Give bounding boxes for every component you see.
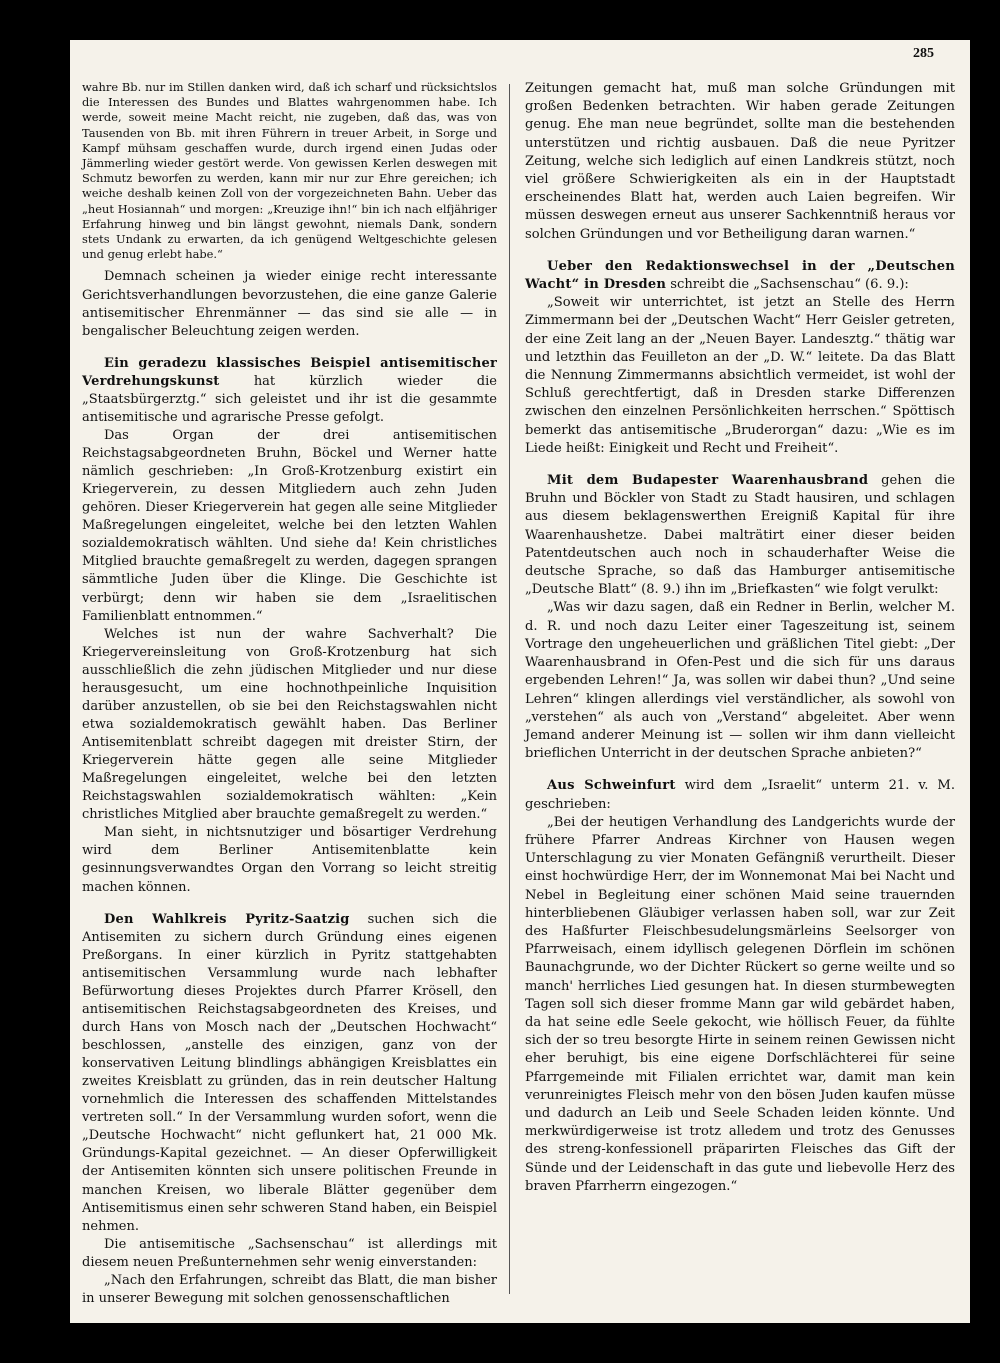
article-paragraph (525, 777, 955, 813)
article-lead: hat kürzlich wieder die „Staatsbürgerztg.“ sich geleistet und ihr ist die gesammte antisemitische und agrarische Presse gefolgt. (82, 373, 497, 425)
page-number: 285 (913, 46, 934, 61)
article-heading: Aus Schweinfurt (547, 778, 676, 794)
paragraph: „Bei der heutigen Verhandlung des Landgerichts wurde der frühere Pfarrer Andreas Kirchner von Hausen wegen Unterschlagung zu vier Monaten Gefängniß verurtheilt. Dieser einst hochwürdige Herr, der im Wonnemonat Mai bei Nacht und Nebel in Begleitung einer schönen Maid seine trauernden hinterbliebenen Gläubiger verlassen haben soll, war zur Zeit des Haßfurter Fleischbesudelungsmärleins Seelsorger von Pfarrweisach, einem idyllisch gelegenen Dörflein im schönen Baunachgrunde, wo der Dichter Rückert so gerne weilte und so manch' herrliches Lied gesungen hat. In diesen sturmbewegten Tagen soll sich dieser fromme Mann gar wild gebärdet haben, da hat seine edle Seele gekocht, wie höllisch Feuer, da fühlte sich der so treu besorgte Hirte in seinem reinen Gewissen nicht eher beruhigt, bis eine eigene Dorfschlächterei für seine Pfarrgemeinde mit Filialen errichtet war, damit man kein verunreinigtes Fleisch mehr von den bösen Juden kaufen müsse und dadurch an Leib und Seele Schaden leiden könnte. Und merkwürdigerweise ist trotz alledem und trotz des Genusses des streng-konfessionell präparirten Fleisches das Gift der Sünde und der Leidenschaft in das gute und liebevolle Herz des braven Pfarrherrn eingezogen.“ (525, 814, 955, 1194)
right-column (525, 80, 955, 1196)
paragraph: Welches ist nun der wahre Sachverhalt? Die Kriegervereinsleitung von Groß-Krotzenburg hat sich ausschließlich die zehn jüdischen Mitglieder und nur diese herausgesucht, um eine hochnothpeinliche Inquisition darüber anzustellen, ob sie bei den Reichstagswahlen nicht etwa sozialdemokratisch gewählt haben. Das Berliner Antisemitenblatt schreibt dagegen mit dreister Stirn, der Kriegerverein hätte gegen alle seine Mitglieder Maßregelungen eingeleitet, welche bei den letzten Reichstagswahlen sozialdemokratisch wählten: „Kein christliches Mitglied aber brauchte gemaßregelt zu werden.“ (82, 626, 497, 823)
article-lead: wird dem „Israelit“ unterm 21. v. M. geschrieben: (525, 778, 956, 812)
newspaper-page (70, 40, 970, 1323)
article-lead: gehen die Bruhn und Böckler von Stadt zu Stadt hausiren, und schlagen aus diesem beklagenswerthen Ereigniß Kapital für ihre Waarenhaushetze. Dabei malträtirt einer dieser beiden Patentdeutschen auch noch in schauderhafter Weise die deutsche Sprache, so daß das Hamburger antisemitische „Deutsche Blatt“ (8. 9.) ihn im „Briefkasten“ wie folgt verulkt: (525, 473, 955, 598)
paragraph: Zeitungen gemacht hat, muß man solche Gründungen mit großen Bedenken betrachten. Wir haben gerade Zeitungen genug. Ehe man neue begründet, sollte man die bestehenden unterstützen und richtig ausbauen. Daß die neue Pyritzer Zeitung, welche sich lediglich auf einen Landkreis stützt, noch viel größere Schwierigkeiten als ein in der Hauptstadt erscheinendes Blatt hat, werden auch Laien begreifen. Wir müssen deswegen erneut aus unserer Sachkenntniß heraus vor solchen Gründungen und vor Betheiligung daran warnen.“ (525, 81, 955, 242)
article-heading: Den Wahlkreis Pyritz-Saatzig (104, 911, 350, 927)
paragraph: „Nach den Erfahrungen, schreibt das Blatt, die man bisher in unserer Bewegung mit solchen genossenschaftlichen (82, 1272, 497, 1306)
article-heading: Ueber den Redaktionswechsel in der „Deutschen Wacht“ in Dresden (525, 258, 955, 293)
paragraph: „Was wir dazu sagen, daß ein Redner in Berlin, welcher M. d. R. und noch dazu Leiter einer Tageszeitung ist, seinem Vortrage den ungeheuerlichen und gräßlichen Titel giebt: „Der Waarenhausbrand in Ofen-Pest und die sich für uns daraus ergebenden Lehren!“ Ja, was sollen wir dabei thun? „Und seine Lehren“ klingen allerdings viel verständlicher, als sowohl von „verstehen“ als auch von „Verstand“ abgeleitet. Aber wenn Jemand anderer Meinung ist — sollen wir ihm dann vielleicht brieflichen Unterricht in der deutschen Sprache anbieten?“ (525, 600, 955, 762)
article-paragraph (82, 911, 497, 1236)
intro-quote: wahre Bb. nur im Stillen danken wird, daß ich scharf und rücksichtslos die Interessen des Bundes und Blattes wahrgenommen habe. Ich werde, soweit meine Macht reicht, nie zugeben, daß das, was von Tausenden von Bb. mit ihren Führern in treuer Arbeit, in Sorge und Kampf mühsam geschaffen wurde, durch irgend einen Judas oder Jämmerling wieder gestört werde. Von gewissen Kerlen deswegen mit Schmutz beworfen zu werden, kann mir nur zur Ehre gereichen; ich weiche deshalb keinen Zoll von der vorgezeichneten Bahn. Ueber das „heut Hosiannah“ und morgen: „Kreuzige ihn!“ bin ich nach elfjähriger Erfahrung hinweg und bin längst gewohnt, niemals Dank, sondern stets Undank zu erwarten, da ich genügend Weltgeschichte gelesen und genug erlebt habe.“ (82, 80, 497, 262)
left-column (82, 80, 497, 1308)
article-lead: schreibt die „Sachsenschau“ (6. 9.): (670, 277, 909, 293)
paragraph: „Soweit wir unterrichtet, ist jetzt an Stelle des Herrn Zimmermann bei der „Deutschen Wacht“ Herr Geisler getreten, der eine Zeit lang an der „Neuen Bayer. Landesztg.“ thätig war und letzthin das Feuilleton an der „D. W.“ leitete. Da das Blatt die Nennung Zimmermanns absichtlich vermeidet, ist wohl der Schluß gerechtfertigt, daß in Dresden starke Differenzen zwischen den einzelnen Persönlichkeiten herrschen.“ Spöttisch bemerkt das antisemitische „Bruderorgan“ dazu: „Wie es im Liede heißt: Einigkeit und Recht und Freiheit“. (525, 295, 955, 456)
article-heading: Mit dem Budapester Waarenhausbrand (547, 473, 869, 489)
article-lead: suchen sich die Antisemiten zu sichern durch Gründung eines eigenen Preßorgans. In einer kürzlich in Pyritz stattgehabten antisemitischen Versammlung wurde nach lebhafter Befürwortung dieses Projektes durch Pfarrer Krösell, den antisemitischen Reichstagsabgeordneten des Kreises, und durch Hans von Mosch nach der „Deutschen Hochwacht“ beschlossen, „anstelle des einzigen, ganz von der konservativen Leitung blindlings abhängigen Kreisblattes ein zweites Kreisblatt zu gründen, das in rein deutscher Haltung vornehmlich die Interessen des schaffenden Mittelstandes vertreten soll.“ In der Versammlung wurden sofort, wenn die „Deutsche Hochwacht“ nicht geflunkert hat, 21 000 Mk. Gründungs-Kapital gezeichnet. — An dieser Opferwilligkeit der Antisemiten könnten sich unsere politischen Freunde in manchen Kreisen, wo liberale Blätter gegenüber dem Antisemitismus einen sehr schweren Stand haben, ein Beispiel nehmen. (82, 911, 497, 1234)
article-paragraph (82, 355, 497, 427)
column-divider (509, 84, 510, 1294)
paragraph: Demnach scheinen ja wieder einige recht interessante Gerichtsverhandlungen bevorzustehen, die eine ganze Galerie antisemitischer Ehrenmänner — das sind sie alle — in bengalischer Beleuchtung zeigen werden. (82, 269, 497, 339)
article-heading: Ein geradezu klassisches Beispiel antisemitischer Verdrehungskunst (82, 355, 497, 389)
paragraph: Das Organ der drei antisemitischen Reichstagsabgeordneten Bruhn, Böckel und Werner hatte nämlich geschrieben: „In Groß-Krotzenburg existirt ein Kriegerverein, zu dessen Mitgliedern auch zehn Juden gehören. Dieser Kriegerverein hat gegen alle seine Mitglieder Maßregelungen eingeleitet, welche bei den letzten Wahlen sozialdemokratisch wählten. Und siehe da! Kein christliches Mitglied brauchte gemaßregelt zu werden, dagegen sprangen sämmtliche Juden über die Klinge. Die Geschichte ist verbürgt; denn wir haben sie dem „Israelitischen Familienblatt entnommen.“ (82, 427, 497, 624)
paragraph: Man sieht, in nichtsnutziger und bösartiger Verdrehung wird dem Berliner Antisemitenblatte kein gesinnungsverwandtes Organ den Vorrang so leicht streitig machen können. (82, 825, 497, 895)
paragraph: Die antisemitische „Sachsenschau“ ist allerdings mit diesem neuen Preßunternehmen sehr wenig einverstanden: (82, 1236, 497, 1270)
article-paragraph (525, 258, 955, 294)
article-paragraph (525, 472, 955, 599)
